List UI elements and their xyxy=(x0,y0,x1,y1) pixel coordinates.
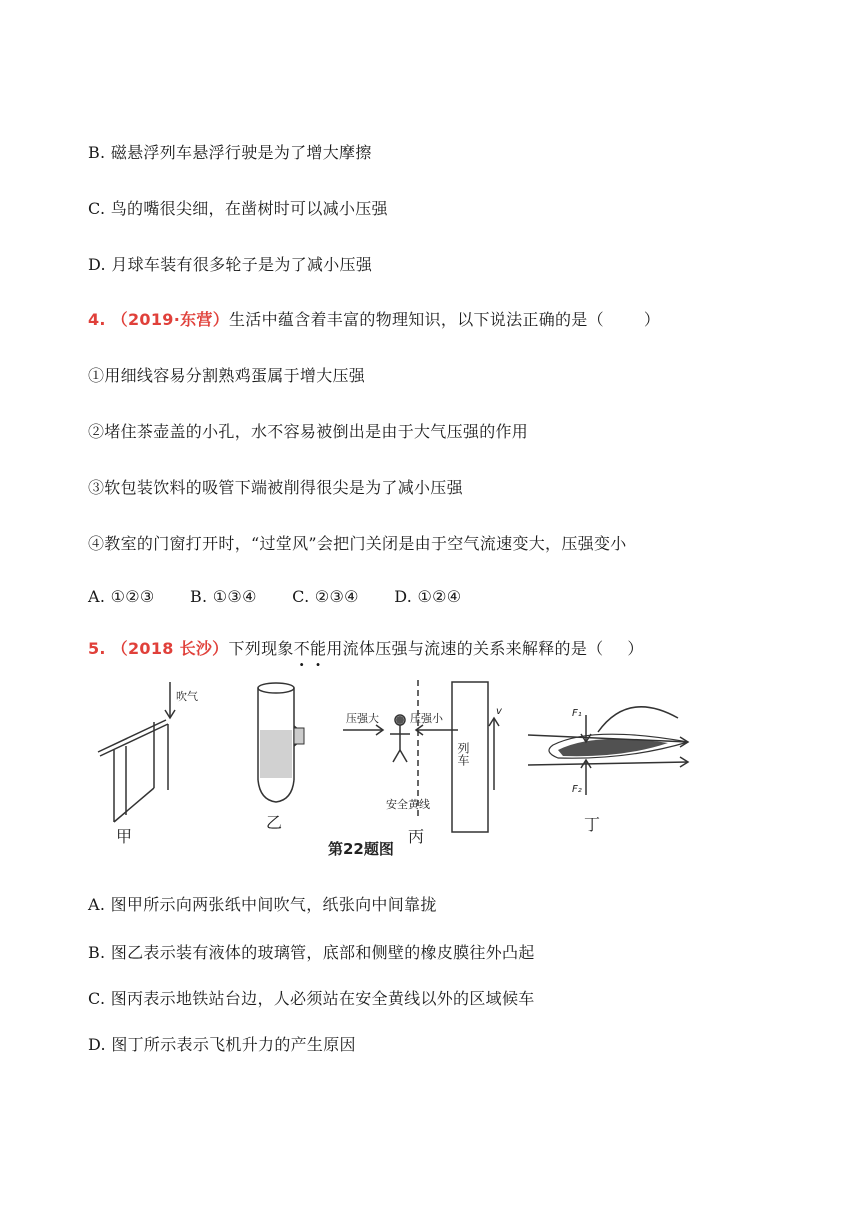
option-b-q5: B. 图乙表示装有液体的玻璃管，底部和侧壁的橡皮膜往外凸起 xyxy=(88,943,535,962)
label-yi: 乙 xyxy=(266,813,283,832)
f1-label: F₁ xyxy=(572,708,582,719)
option-d-q3: D. 月球车装有很多轮子是为了减小压强 xyxy=(88,255,373,274)
question-5-emphasis-2: 能 xyxy=(310,639,327,658)
question-4-options xyxy=(88,587,491,606)
q4-option-a: A. ①②③ xyxy=(88,587,155,606)
q4-option-d: D. ①②④ xyxy=(394,587,462,606)
question-5-figure xyxy=(88,670,698,870)
statement-1: ①用细线容易分割熟鸡蛋属于增大压强 xyxy=(88,366,366,385)
figure-caption: 第22题图 xyxy=(328,840,394,858)
statement-2: ②堵住茶壶盖的小孔，水不容易被倒出是由于大气压强的作用 xyxy=(88,422,529,441)
f2-label: F₂ xyxy=(572,784,582,795)
statement-3: ③软包装饮料的吸管下端被削得很尖是为了减小压强 xyxy=(88,478,463,497)
q4-option-b: B. ①③④ xyxy=(189,587,257,606)
question-5-source: 5. （2018 长沙） xyxy=(88,639,229,658)
pressure-big-label: 压强大 xyxy=(346,712,379,725)
question-4-close: ） xyxy=(643,310,661,329)
q4-option-c: C. ②③④ xyxy=(292,587,359,606)
option-b-q3: B. 磁悬浮列车悬浮行驶是为了增大摩擦 xyxy=(88,143,372,162)
option-a-q5: A. 图甲所示向两张纸中间吹气，纸张向中间靠拢 xyxy=(88,895,437,914)
pressure-small-label: 压强小 xyxy=(410,712,443,725)
safety-line-label: 安全黄线 xyxy=(386,798,430,811)
question-5-text: 用流体压强与流速的关系来解释的是（ xyxy=(326,639,604,658)
train-label: 列车 xyxy=(456,742,470,766)
question-4-source: 4. （2019·东营） xyxy=(88,310,229,329)
label-jia: 甲 xyxy=(116,827,133,846)
question-5-pre: 下列现象 xyxy=(228,639,294,658)
label-bing: 丙 xyxy=(408,827,425,846)
question-5-emphasis-1: 不 xyxy=(293,639,310,658)
question-4 xyxy=(88,307,660,330)
label-ding: 丁 xyxy=(584,815,601,834)
statement-4: ④教室的门窗打开时，“过堂风”会把门关闭是由于空气流速变大，压强变小 xyxy=(88,534,627,553)
option-d-q5: D. 图丁所示表示飞机升力的产生原因 xyxy=(88,1035,356,1054)
option-c-q3: C. 鸟的嘴很尖细，在凿树时可以减小压强 xyxy=(88,199,388,218)
question-4-text: 生活中蕴含着丰富的物理知识，以下说法正确的是（ xyxy=(229,310,604,329)
option-c-q5: C. 图丙表示地铁站台边，人必须站在安全黄线以外的区域候车 xyxy=(88,989,535,1008)
question-5-close: ） xyxy=(627,639,644,658)
blow-label: 吹气 xyxy=(176,690,198,703)
question-5 xyxy=(88,636,644,659)
velocity-label: v xyxy=(496,706,502,717)
